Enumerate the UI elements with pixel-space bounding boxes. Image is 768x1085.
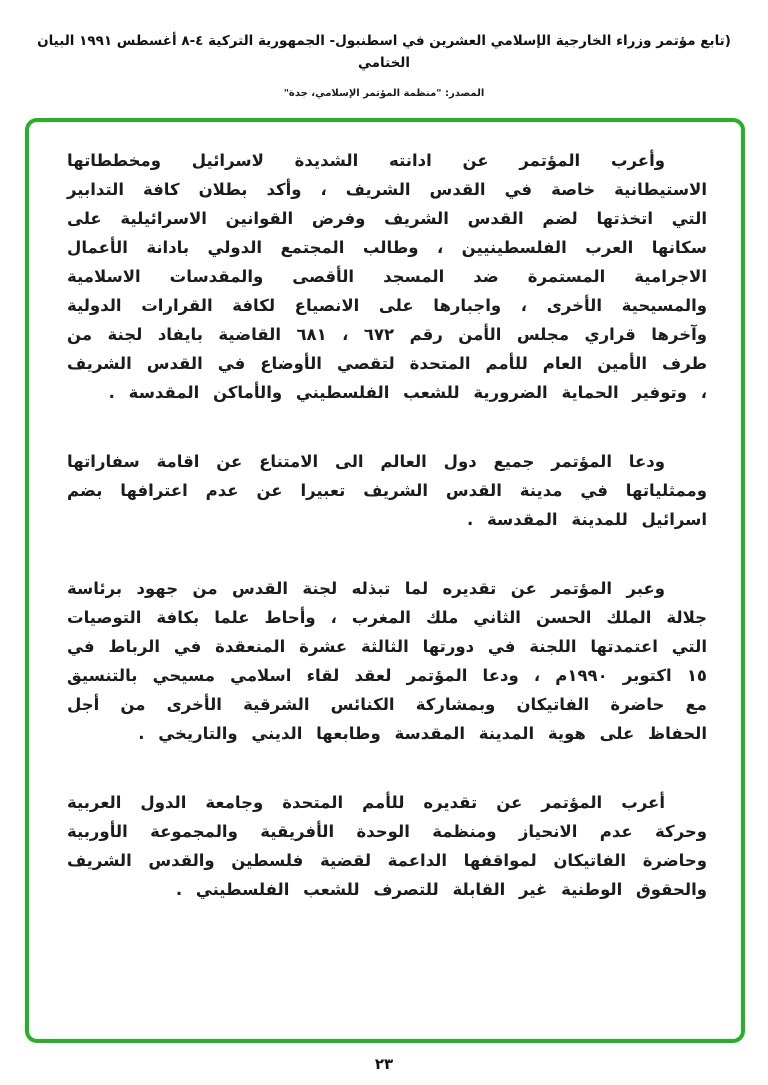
paragraph: وعبر المؤتمر عن تقديره لما تبذله لجنة القدس من جهود برئاسة جلالة الملك الحسن الثاني ملك المغرب ، وأحاط علما بكافة التوصيات التي اعتمدتها اللجنة في دورتها الثالثة عشرة المنعقدة في الرباط في ١٥ اكتوبر ١٩٩٠م ، ودعا المؤتمر لعقد لقاء اسلامي مسيحي بالتنسيق مع حاضرة الفاتيكان وبمشاركة الكنائس الشرقية الأخرى من أجل الحفاظ على هوية المدينة المقدسة وطابعها الديني والتاريخي . — [67, 579, 707, 743]
page-number: ٢٣ — [374, 1055, 394, 1073]
content-frame — [25, 118, 745, 1043]
body-text — [67, 146, 707, 904]
paragraph: ودعا المؤتمر جميع دول العالم الى الامتناع عن اقامة سفاراتها وممثلياتها في مدينة القدس الشريف تعبيرا عن عدم اعترافها بضم اسرائيل للمدينة المقدسة . — [67, 452, 707, 529]
paragraph: أعرب المؤتمر عن تقديره للأمم المتحدة وجامعة الدول العربية وحركة عدم الانحياز ومنظمة الوحدة الأفريقية والمجموعة الأوربية وحاضرة الفاتيكان لمواقفها الداعمة لقضية فلسطين والقدس الشريف والحقوق الوطنية غير القابلة للتصرف للشعب الفلسطيني . — [67, 793, 707, 899]
document-header — [0, 0, 768, 99]
paragraph: وأعرب المؤتمر عن ادانته الشديدة لاسرائيل ومخططاتها الاستيطانية خاصة في القدس الشريف ، وأكد بطلان كافة التدابير التي اتخذتها لضم القدس الشريف وفرض القوانين الاسرائيلية على سكانها العرب الفلسطينيين ، وطالب المجتمع الدولي بادانة الأعمال الاجرامية المستمرة ضد المسجد الأقصى والمقدسات الاسلامية والمسيحية الأخرى ، واجبارها على الانصياع لكافة القرارات الدولية وآخرها قراري مجلس الأمن رقم ٦٧٢ ، ٦٨١ القاضية بايفاد لجنة من طرف الأمين العام للأمم المتحدة لتقصي الأوضاع في القدس الشريف ، وتوفير الحماية الضرورية للشعب الفلسطيني والأماكن المقدسة . — [67, 151, 708, 402]
document-title: (تابع مؤتمر وزراء الخارجية الإسلامي العشرين في اسطنبول- الجمهورية التركية ٤-٨ أغسطس ١٩٩١ البيان الختامي — [37, 33, 731, 71]
document-source: المصدر: "منظمة المؤتمر الإسلامي، جدة" — [283, 88, 485, 99]
